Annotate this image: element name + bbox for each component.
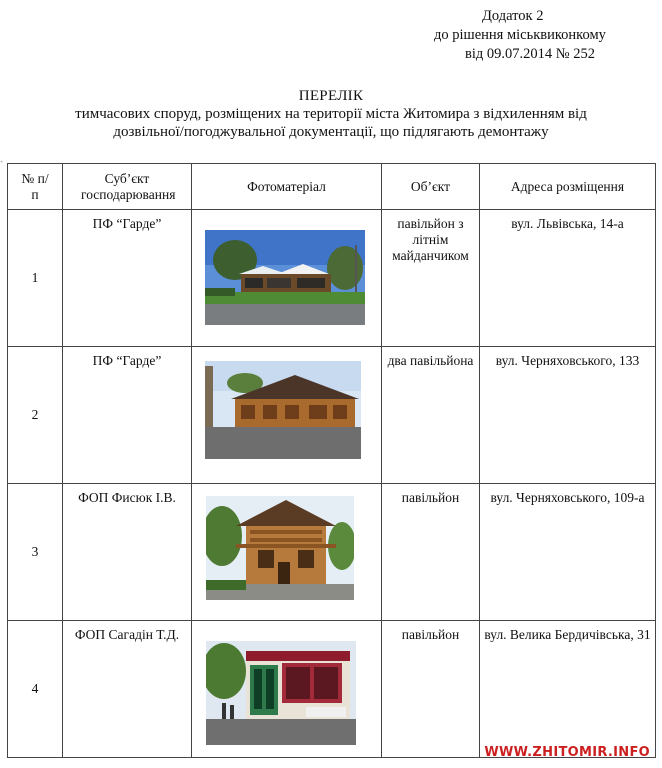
table-header-row [8, 164, 656, 210]
header-photo [192, 164, 382, 210]
title-line-3: дозвільної/погоджувальної документації, що підлягають демонтажу [113, 124, 549, 140]
row-address-text: вул. Черняховського, 109-а [490, 490, 645, 505]
structures-table [7, 163, 656, 758]
row-photo-cell [192, 484, 382, 621]
pavilion-photo-4 [206, 641, 356, 745]
header-address [480, 164, 656, 210]
row-address-text: вул. Львівська, 14-а [511, 216, 624, 231]
row-object-text: павільйон з літнім майданчиком [392, 216, 469, 263]
table-row [8, 484, 656, 621]
row-address-text: вул. Велика Бердичівська, 31 [484, 627, 651, 642]
table-row [8, 210, 656, 347]
row-subject [63, 484, 192, 621]
row-num: 2 [8, 347, 63, 484]
appendix-header [434, 7, 654, 64]
row-object-text: павільйон [401, 627, 460, 642]
header-photo-label: Фотоматеріал [247, 178, 326, 194]
appendix-line-1: Додаток 2 [482, 8, 544, 24]
header-object [382, 164, 480, 210]
row-subject-text: ФОП Сагадін Т.Д. [74, 627, 180, 642]
row-subject [63, 347, 192, 484]
row-subject-text: ФОП Фисюк І.В. [78, 490, 176, 505]
row-num: 3 [8, 484, 63, 621]
row-address [480, 210, 656, 347]
title-line-1: ПЕРЕЛІК [298, 88, 364, 104]
document-title [0, 87, 662, 141]
header-address-label: Адреса розміщення [510, 178, 625, 194]
row-subject [63, 210, 192, 347]
watermark: WWW.ZHITOMIR.INFO [484, 745, 650, 760]
row-photo-cell [192, 210, 382, 347]
row-object [382, 484, 480, 621]
table-row [8, 621, 656, 758]
row-object [382, 210, 480, 347]
row-object-text: два павільйона [387, 353, 474, 368]
table-anchor-mark: + [0, 160, 4, 166]
header-num [8, 164, 63, 210]
row-subject-text: ПФ “Гарде” [92, 353, 162, 368]
row-num: 4 [8, 621, 63, 758]
title-line-2: тимчасових споруд, розміщених на території міста Житомира з відхиленням від [75, 106, 587, 122]
header-subject-label: Суб’єкт господарювання [81, 170, 176, 202]
row-object-text: павільйон [401, 490, 460, 505]
row-address-text: вул. Черняховського, 133 [495, 353, 640, 368]
row-subject [63, 621, 192, 758]
pavilion-photo-3 [206, 496, 354, 600]
row-subject-text: ПФ “Гарде” [92, 216, 162, 231]
row-address [480, 621, 656, 758]
row-address [480, 484, 656, 621]
pavilion-photo-1 [205, 230, 365, 325]
table-row [8, 347, 656, 484]
pavilion-photo-2 [205, 361, 361, 459]
row-photo-cell [192, 621, 382, 758]
row-num: 1 [8, 210, 63, 347]
appendix-line-3: від 09.07.2014 № 252 [465, 46, 595, 62]
row-object [382, 347, 480, 484]
header-object-label: Об’єкт [410, 178, 451, 194]
row-object [382, 621, 480, 758]
header-subject [63, 164, 192, 210]
row-address [480, 347, 656, 484]
appendix-line-2: до рішення міськвиконкому [434, 27, 606, 43]
header-num-label: № п/п [21, 170, 49, 202]
row-photo-cell [192, 347, 382, 484]
